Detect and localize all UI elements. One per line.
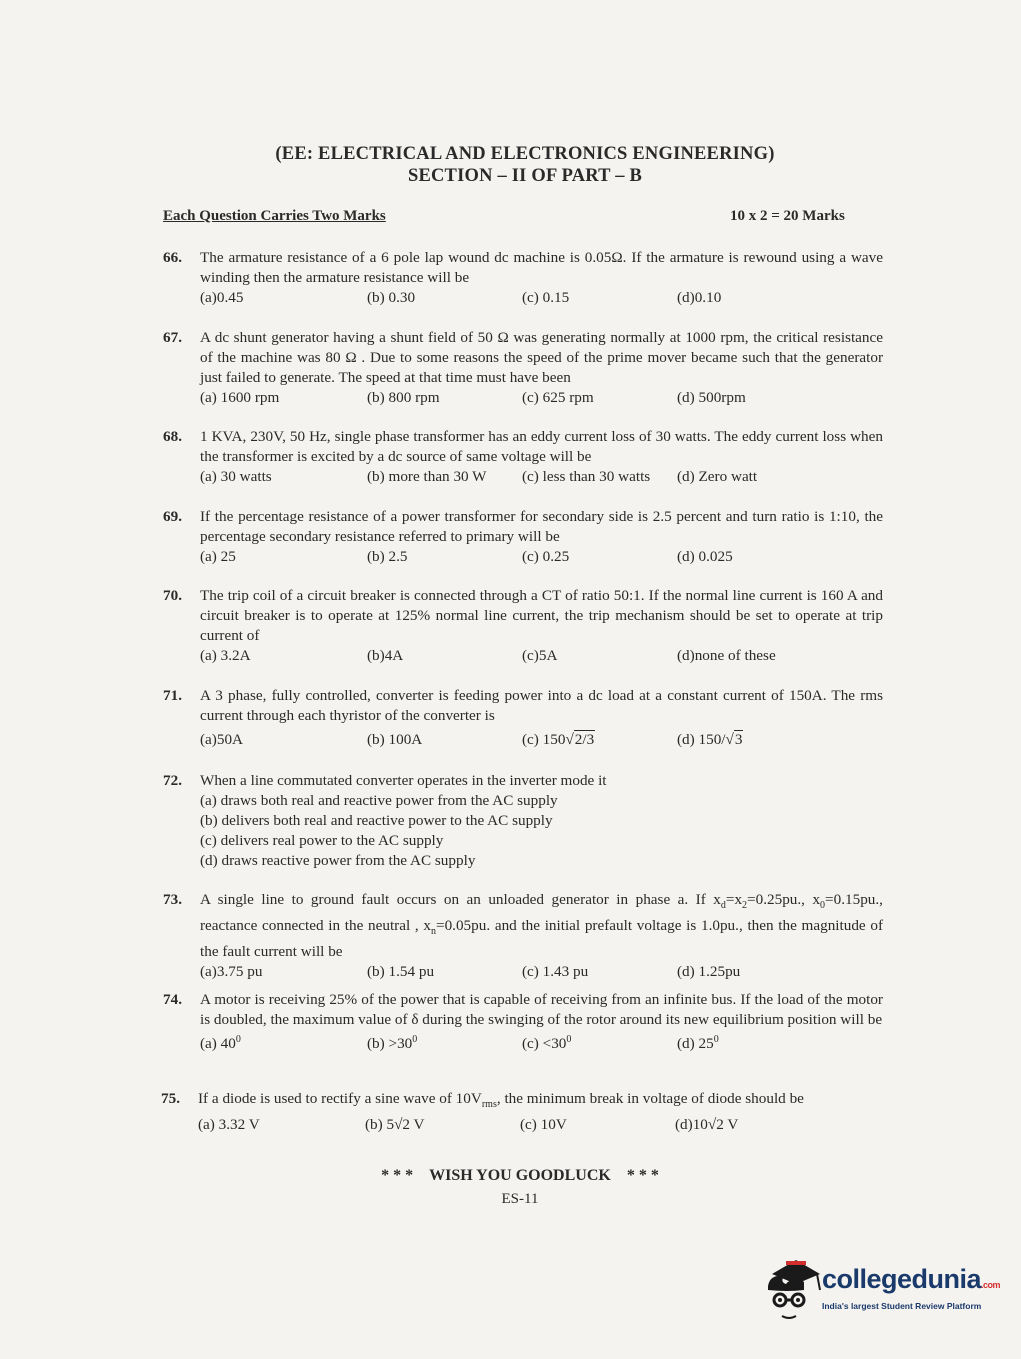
option-c: (c) 0.15: [522, 289, 570, 306]
option-d: (d) 150/√3: [677, 731, 743, 748]
option-d: (d) Zero watt: [677, 468, 758, 485]
brand-tagline: India's largest Student Review Platform: [822, 1301, 982, 1311]
brand-name: collegedunia.com: [822, 1264, 1001, 1294]
question-67: [163, 328, 883, 408]
question-text: A motor is receiving 25% of the power that is capable of receiving from an infinite bus. If the load of the motor is doubled, the maximum value of δ during the swinging of the rotor around its new equilibrium position will be: [200, 991, 883, 1028]
marks-total: 10 x 2 = 20 Marks: [730, 208, 845, 224]
options-row: [200, 288, 883, 308]
collegedunia-logo: [762, 1256, 1001, 1326]
question-text: A single line to ground fault occurs on an unloaded generator in phase a. If $x_d=x_2=0.25pu$., $x_0=0.15pu$., reactance connected in the neutral , $x_n=0.05pu$. and the initial prefault voltage is 1.0pu., then the magnitude of the fault current will be: [200, 891, 884, 961]
option-a: (a)3.75 pu: [200, 963, 263, 981]
option-d-prefix: (d) 150/: [677, 731, 726, 748]
question-72: [163, 771, 883, 871]
options-row: [200, 547, 883, 567]
question-text: The trip coil of a circuit breaker is connected through a CT of ratio 50:1. If the normal line current is 160 A and circuit breaker is to operate at 125% normal line current, the trip mechanism should be set to operate at trip current of: [200, 587, 883, 644]
goodluck-text: WISH YOU GOODLUCK: [429, 1167, 611, 1184]
question-number: 68.: [163, 428, 182, 445]
option-b: (b) more than 30 W: [367, 468, 487, 485]
option-c: (c) 10V: [520, 1116, 567, 1134]
question-number: 66.: [163, 249, 182, 266]
option-c: (c) 150√2/3: [522, 731, 595, 748]
option-b: (b) 1.54 pu: [367, 963, 435, 981]
question-74: [163, 990, 883, 1053]
question-text: When a line commutated converter operates in the inverter mode it: [200, 772, 607, 789]
option-d: (d)none of these: [677, 647, 776, 664]
marks-note: Each Question Carries Two Marks: [163, 208, 386, 224]
option-b: (b) 5√2 V: [365, 1116, 425, 1134]
option-a: (a)50A: [200, 731, 244, 748]
option-a: (a) 3.2A: [200, 647, 251, 664]
closing-message: [0, 1167, 1021, 1185]
question-68: [163, 427, 883, 487]
option-a: (a) draws both real and reactive power from the AC supply: [200, 792, 558, 809]
question-69: [163, 507, 883, 567]
option-c: (c) 1.43 pu: [522, 963, 589, 981]
question-70: [163, 586, 883, 666]
options-row: [200, 962, 883, 982]
question-73: [163, 890, 883, 982]
question-number: 71.: [163, 687, 182, 704]
question-number: 69.: [163, 508, 182, 525]
question-number: 70.: [163, 587, 182, 604]
option-a: (a)0.45: [200, 289, 244, 306]
option-c: (c) delivers real power to the AC supply: [200, 832, 444, 849]
option-d: (d) 1.25pu: [677, 963, 741, 981]
question-number: 72.: [163, 772, 182, 789]
question-text: The armature resistance of a 6 pole lap wound dc machine is 0.05Ω. If the armature is rewound using a wave winding then the armature resistance will be: [200, 249, 883, 286]
option-b: (b) 100A: [367, 731, 423, 748]
option-d: (d)10√2 V: [675, 1116, 739, 1134]
option-d: (d) draws reactive power from the AC supply: [200, 852, 476, 869]
section-title: (EE: ELECTRICAL AND ELECTRONICS ENGINEERING): [275, 144, 775, 164]
section-subtitle: SECTION – II OF PART – B: [407, 166, 643, 186]
question-75: [161, 1089, 881, 1135]
question-71: [163, 686, 883, 750]
question-text: A dc shunt generator having a shunt field of 50 Ω was generating normally at 1000 rpm, the critical resistance of the machine was 80 Ω . Due to some reasons the speed of the prime mover became such that the generator just failed to generate. The speed at that time must have been: [200, 329, 883, 386]
student-mascot-icon: [762, 1256, 822, 1326]
option-b: (b)4A: [367, 647, 404, 664]
options-row: [200, 467, 883, 487]
option-a: (a) 30 watts: [200, 468, 272, 485]
options-row: [200, 1030, 883, 1053]
option-c: (c) less than 30 watts: [522, 468, 651, 485]
question-text: 1 KVA, 230V, 50 Hz, single phase transformer has an eddy current loss of 30 watts. The eddy current loss when the transformer is excited by a dc source of same voltage will be: [200, 428, 883, 465]
option-c: $(c) <30^0$: [522, 1034, 572, 1053]
options-row: [200, 730, 883, 750]
option-a: (a) 25: [200, 548, 236, 565]
option-c: (c) 0.25: [522, 548, 570, 565]
option-a: (a) $40^0$: [200, 1034, 241, 1053]
option-b: (b) 800 rpm: [367, 389, 440, 406]
question-number: 73.: [163, 891, 182, 908]
option-c-radicand: 2/3: [574, 731, 595, 748]
option-d-radicand: 3: [734, 731, 743, 748]
option-d: (d) 500rpm: [677, 389, 746, 406]
option-a: (a) 1600 rpm: [200, 389, 280, 406]
option-c: (c)5A: [522, 647, 558, 664]
question-text: A 3 phase, fully controlled, converter is feeding power into a dc load at a constant current of 150A. The rms current through each thyristor of the converter is: [200, 687, 883, 724]
option-a: (a) 3.32 V: [198, 1116, 260, 1134]
option-b: (b) 2.5: [367, 548, 408, 565]
option-d: (d)0.10: [677, 289, 722, 306]
option-b: (b) 0.30: [367, 289, 416, 306]
question-text: If a diode is used to rectify a sine wave of $10V_{rms}$, the minimum break in voltage of diode should be: [198, 1090, 804, 1111]
stars-left: * * *: [381, 1167, 414, 1184]
stars-right: * * *: [626, 1167, 659, 1184]
option-c-prefix: (c) 150: [522, 731, 566, 748]
question-text: If the percentage resistance of a power transformer for secondary side is 2.5 percent and turn ratio is 1:10, the percentage secondary resistance referred to primary will be: [200, 508, 883, 545]
question-number: 74.: [163, 991, 182, 1008]
options-row: [198, 1115, 881, 1135]
option-d: (d) $25^0$: [677, 1034, 719, 1053]
question-number: 75.: [161, 1090, 180, 1107]
option-c: (c) 625 rpm: [522, 389, 594, 406]
option-d: (d) 0.025: [677, 548, 733, 565]
options-row: [200, 646, 883, 666]
option-b: (b) delivers both real and reactive power to the AC supply: [200, 812, 553, 829]
paper-code: ES-11: [501, 1191, 539, 1207]
question-number: 67.: [163, 329, 182, 346]
option-b: $(b) >30^0$: [367, 1034, 418, 1053]
options-row: [200, 388, 883, 408]
question-66: [163, 248, 883, 308]
